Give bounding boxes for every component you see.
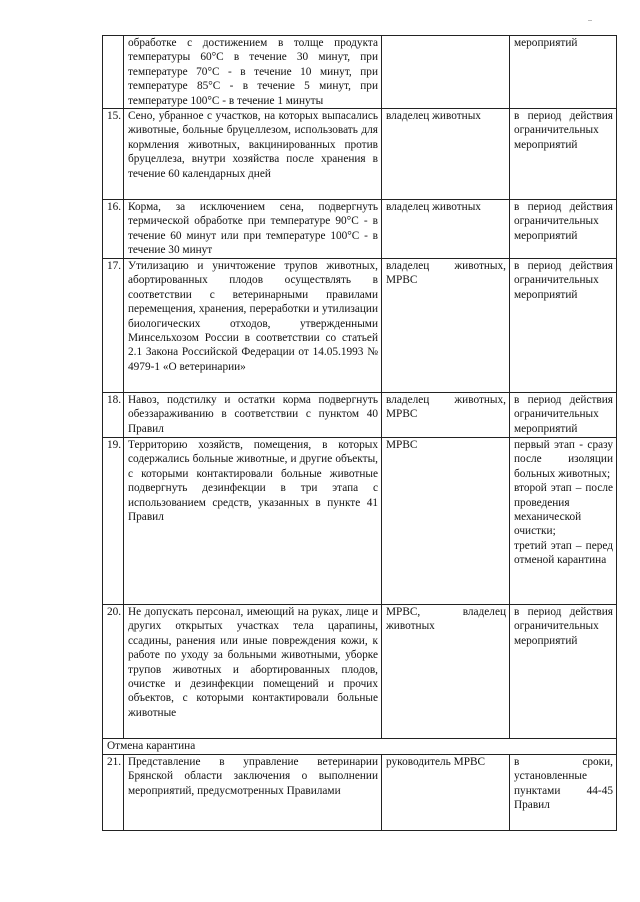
measures-table: [102, 35, 617, 831]
stage-two-text: второй этап – после проведения механической очистки;: [514, 482, 613, 538]
row-number: 21.: [103, 755, 124, 831]
table-row: [103, 200, 617, 259]
term-cell: в период действия ограничительных мероприятий: [510, 393, 617, 438]
table-row: [103, 36, 617, 109]
measure-cell: Корма, за исключением сена, подвергнуть термической обработке при температуре 90°С - в течение 60 минут или при температуре 100°С - в течение 30 минут: [124, 200, 382, 259]
row-number: 18.: [103, 393, 124, 438]
table-row: [103, 259, 617, 393]
measure-cell: Утилизацию и уничтожение трупов животных, абортированных плодов осуществлять в соответствии с ветеринарными правилами перемещения, хранения, переработки и утилизации биологических отходов, утвержденными Минсельхозом России в соответствии со статьей 2.1 Закона Российской Федерации от 14.05.1993 № 4979-1 «О ветеринарии»: [124, 259, 382, 393]
measure-cell: Сено, убранное с участков, на которых выпасались животные, больные бруцеллезом, использовать для кормления животных, вакцинированных против бруцеллеза, внутри хозяйства после хранения в течение 60 календарных дней: [124, 109, 382, 200]
row-number: 15.: [103, 109, 124, 200]
table-row: [103, 755, 617, 831]
term-cell: в сроки, установленные пунктами 44-45 Правил: [510, 755, 617, 831]
responsible-cell: руководитель МРВС: [382, 755, 510, 831]
section-row: [103, 739, 617, 755]
responsible-cell: владелец животных, МРВС: [382, 259, 510, 393]
responsible-cell: МРВС: [382, 438, 510, 605]
row-number: 17.: [103, 259, 124, 393]
term-cell: в период действия ограничительных мероприятий: [510, 259, 617, 393]
term-cell: в период действия ограничительных мероприятий: [510, 109, 617, 200]
term-cell: мероприятий: [510, 36, 617, 109]
measure-cell: Территорию хозяйств, помещения, в которых содержались больные животные, и другие объекты, с которыми контактировали больные животные подвергнуть дезинфекции в три этапа с использованием средств, указанных в пункте 41 Правил: [124, 438, 382, 605]
responsible-cell: [382, 36, 510, 109]
term-cell: [510, 438, 617, 605]
term-cell: в период действия ограничительных мероприятий: [510, 605, 617, 739]
measure-cell: обработке с достижением в толще продукта температуры 60°С в течение 30 минут, при температуре 70°С - в течение 10 минут, при температуре 85°С - в течение 5 минут, при температуре 100°С - в течение 1 минуты: [124, 36, 382, 109]
row-number: 20.: [103, 605, 124, 739]
table-row: [103, 393, 617, 438]
measure-cell: Не допускать персонал, имеющий на руках, лице и других открытых участках тела царапины, ссадины, ранения или иные повреждения кожи, к работе по уходу за больными животными, уборке трупов животных и абортированных плодов, очистке и дезинфекции помещений и прочих объектов, с которыми контактировали больные животные: [124, 605, 382, 739]
table-row: [103, 605, 617, 739]
row-number: 19.: [103, 438, 124, 605]
measure-cell: Навоз, подстилку и остатки корма подвергнуть обеззараживанию в соответствии с пунктом 40 Правил: [124, 393, 382, 438]
table-row: [103, 438, 617, 605]
stage-one-text: первый этап - сразу после изоляции больных животных;: [514, 439, 613, 480]
stage-three-text: третий этап – перед отменой карантина: [514, 539, 613, 567]
cell-gap: [514, 568, 613, 571]
page-mark: [588, 20, 592, 21]
table-row: [103, 109, 617, 200]
responsible-cell: МРВС, владелец животных: [382, 605, 510, 739]
measure-cell: Представление в управление ветеринарии Брянской области заключения о выполнении мероприятий, предусмотренных Правилами: [124, 755, 382, 831]
responsible-cell: владелец животных, МРВС: [382, 393, 510, 438]
section-title: Отмена карантина: [103, 739, 617, 755]
responsible-cell: владелец животных: [382, 109, 510, 200]
row-number: [103, 36, 124, 109]
term-cell: в период действия ограничительных мероприятий: [510, 200, 617, 259]
responsible-cell: владелец животных: [382, 200, 510, 259]
row-number: 16.: [103, 200, 124, 259]
